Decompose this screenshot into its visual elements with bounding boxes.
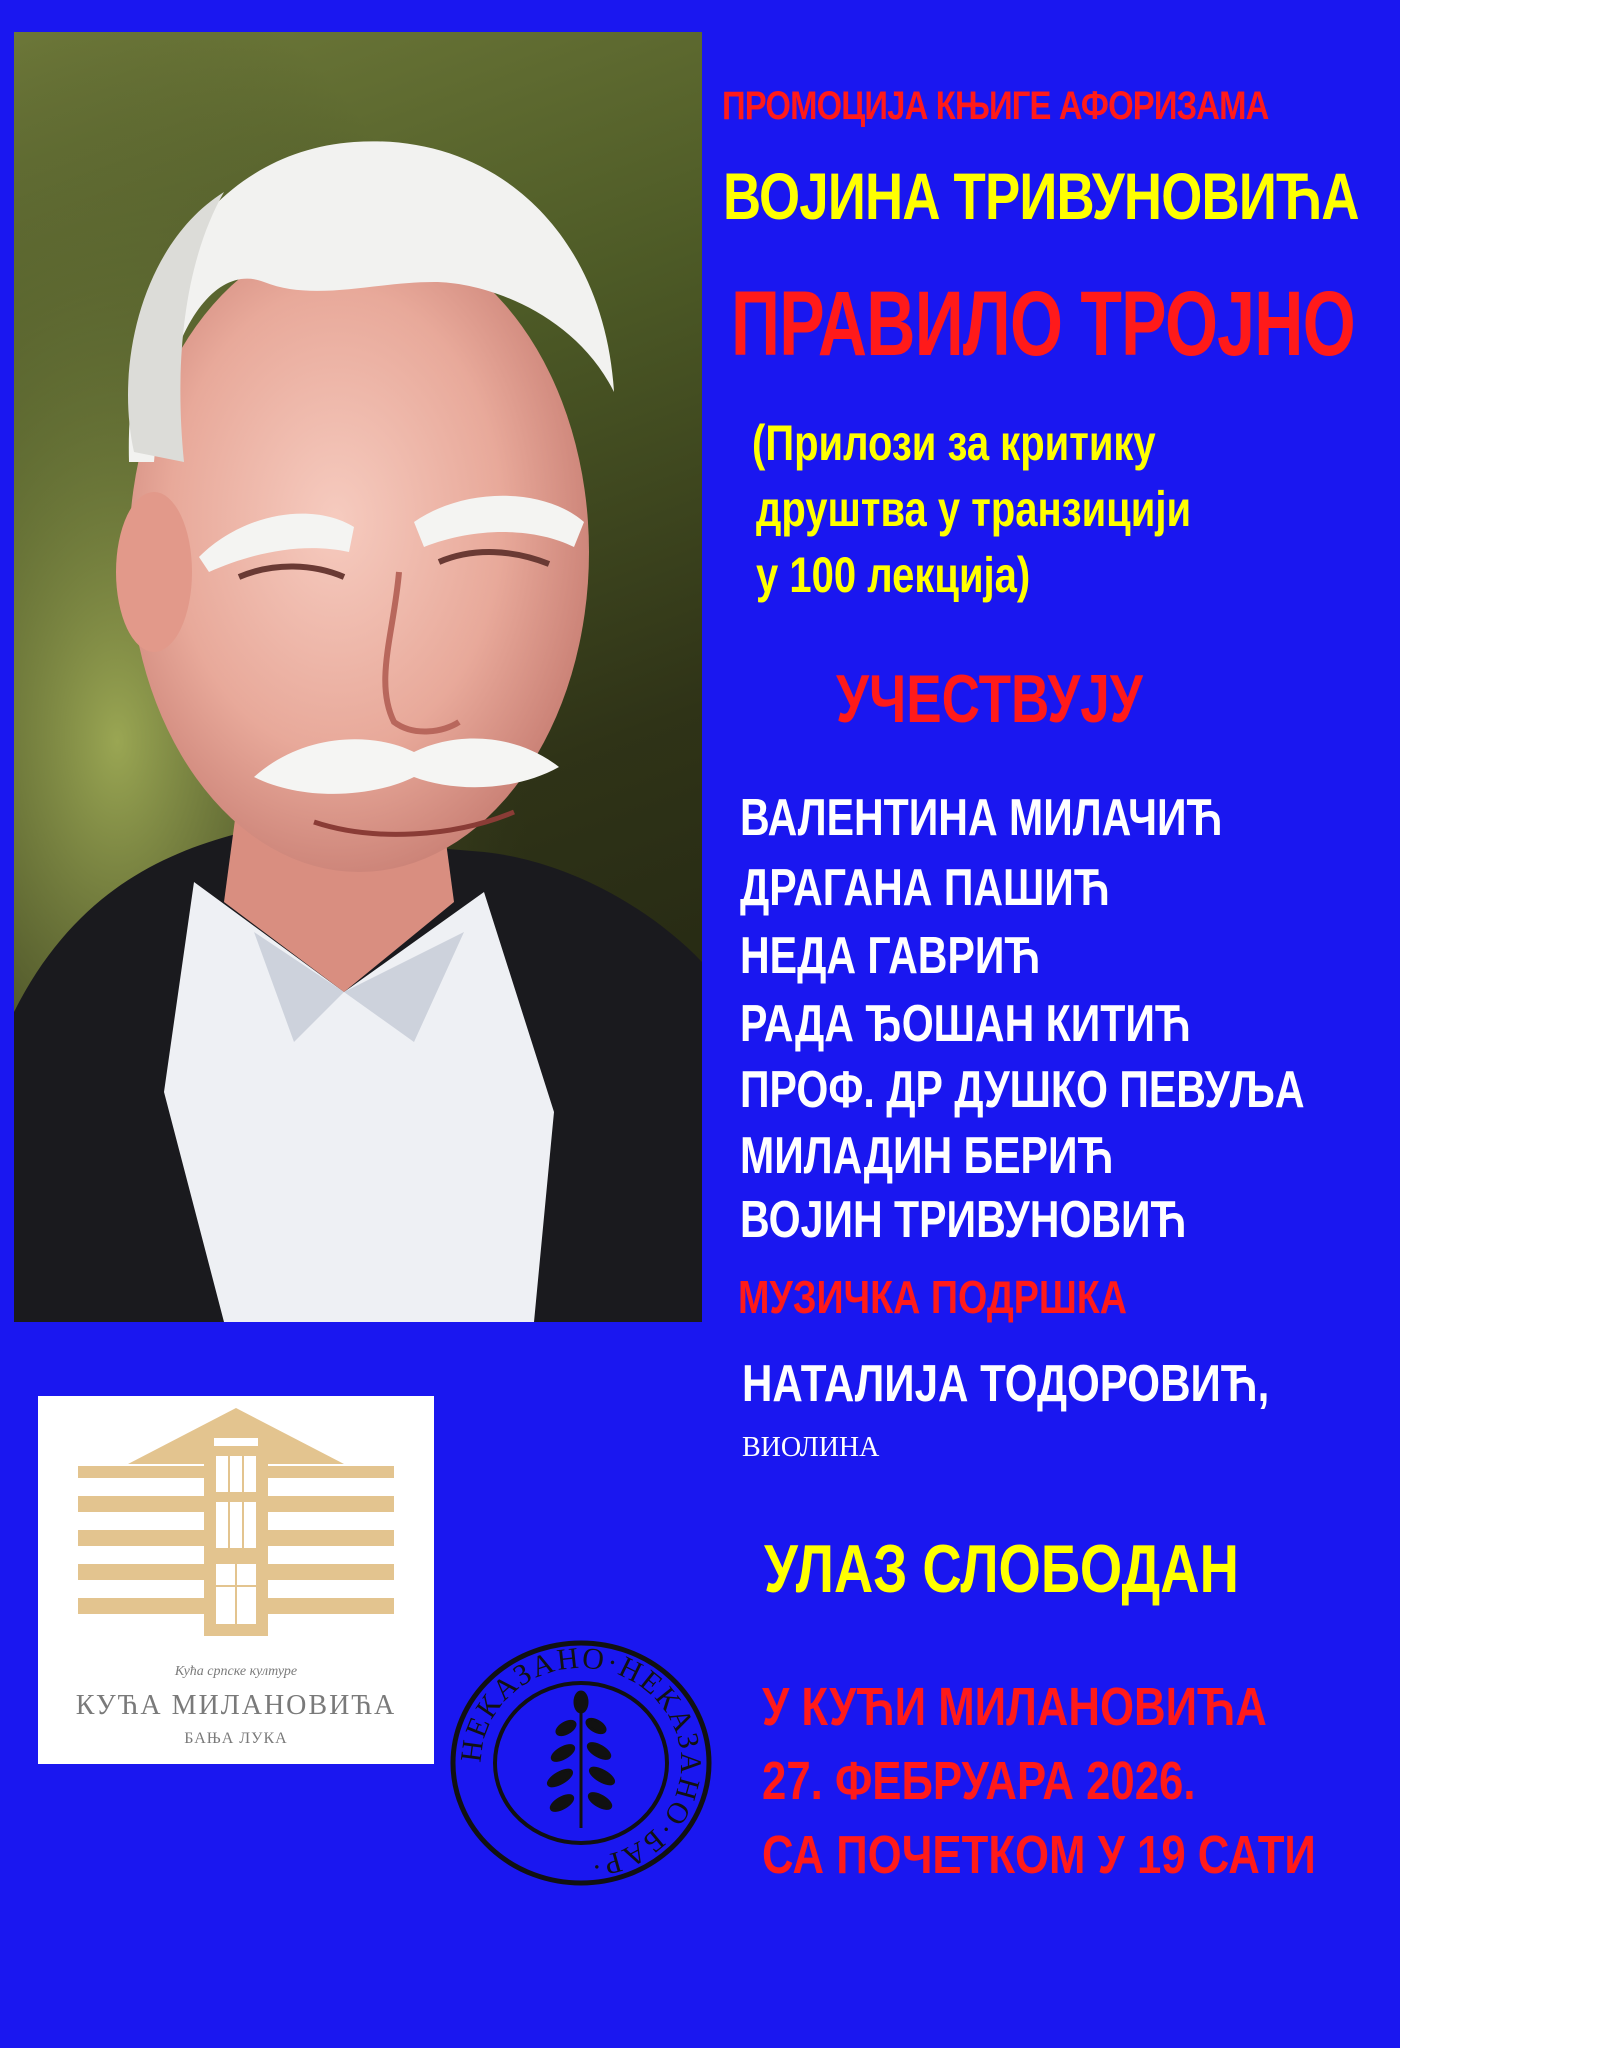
- author-portrait-photo: [14, 32, 702, 1322]
- author-name: ВОЈИНА ТРИВУНОВИЋА: [723, 159, 1359, 233]
- music-heading: МУЗИЧКА ПОДРШКА: [738, 1271, 1128, 1323]
- logo-city: БАЊА ЛУКА: [184, 1730, 288, 1747]
- logo-name: КУЋА МИЛАНОВИЋА: [75, 1690, 397, 1721]
- participant-name: ДРАГАНА ПАШИЋ: [740, 859, 1110, 917]
- building-icon: [38, 1396, 434, 1676]
- seal-ring-text: НЕКАЗАНО·НЕКАЗАНО·БАР·: [454, 1641, 708, 1884]
- logo-tagline: Кућа српске културе: [174, 1664, 298, 1679]
- participant-name: НЕДА ГАВРИЋ: [740, 927, 1041, 985]
- entry-notice: УЛАЗ СЛОБОДАН: [764, 1531, 1239, 1607]
- musician-name: НАТАЛИЈА ТОДОРОВИЋ,: [742, 1355, 1270, 1413]
- book-subtitle-line: (Прилози за критику: [752, 415, 1156, 471]
- participant-name: РАДА ЂОШАН КИТИЋ: [740, 995, 1191, 1053]
- book-subtitle-line: у 100 лекција): [756, 547, 1031, 603]
- participant-name: ВОЈИН ТРИВУНОВИЋ: [740, 1191, 1187, 1249]
- portrait-illustration: [14, 32, 702, 1322]
- musician-instrument: ВИОЛИНА: [742, 1432, 880, 1463]
- book-title: ПРАВИЛО ТРОЈНО: [731, 273, 1355, 375]
- venue-logo: [38, 1396, 434, 1764]
- venue-line: У КУЋИ МИЛАНОВИЋА: [762, 1677, 1267, 1737]
- event-heading: ПРОМОЦИЈА КЊИГЕ АФОРИЗАМА: [722, 84, 1269, 128]
- book-subtitle-line: друштва у транзицији: [756, 481, 1192, 537]
- participant-name: ВАЛЕНТИНА МИЛАЧИЋ: [740, 789, 1223, 847]
- participant-name: ПРОФ. ДР ДУШКО ПЕВУЉА: [740, 1061, 1305, 1119]
- venue-line: СА ПОЧЕТКОМ У 19 САТИ: [762, 1825, 1316, 1885]
- participant-name: МИЛАДИН БЕРИЋ: [740, 1127, 1114, 1185]
- participants-heading: УЧЕСТВУЈУ: [836, 661, 1143, 737]
- publisher-seal-stamp: [448, 1638, 714, 1888]
- venue-line: 27. ФЕБРУАРА 2026.: [762, 1751, 1196, 1811]
